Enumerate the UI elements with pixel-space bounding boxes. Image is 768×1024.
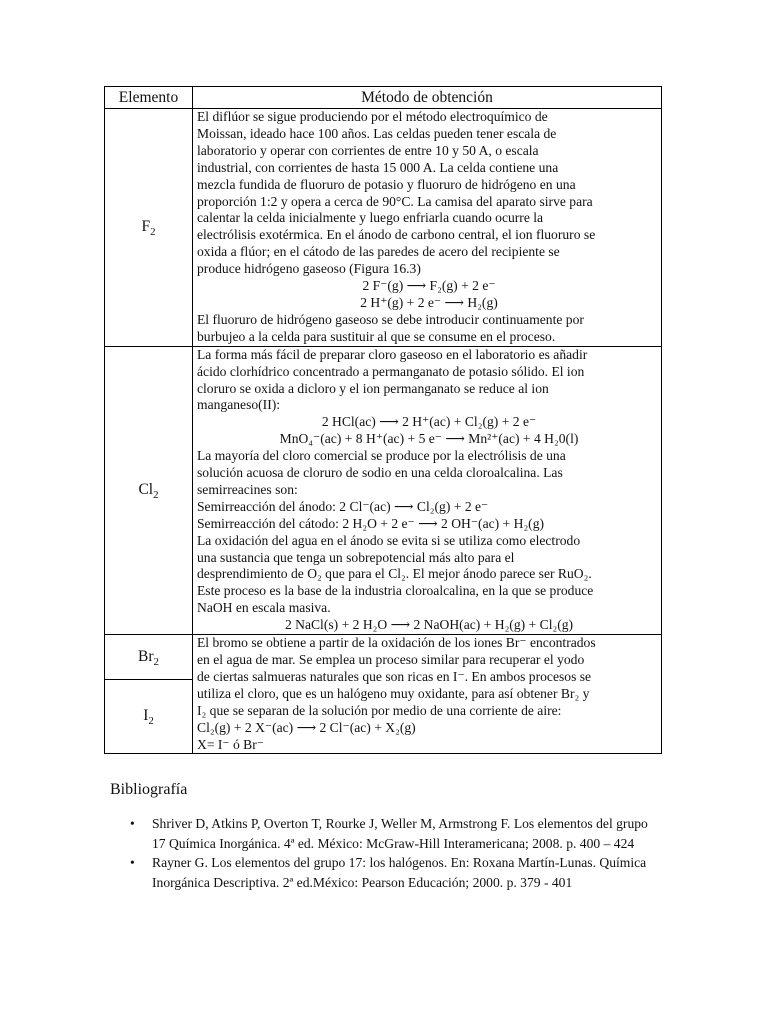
list-item: • Shriver D, Atkins P, Overton T, Rourke J, Weller M, Armstrong F. Los elementos del grupo 17 Química Inorgánica. 4ª ed. México: McGraw-Hill Interamericana; 2008. p. 400 – 424 [110, 814, 650, 853]
method-br2-i2: El bromo se obtiene a partir de la oxidación de los iones Br⁻ encontrados en el agua de mar. Se emplea un proceso similar para recuperar el yodo de ciertas salmueras naturales que son ricas en I⁻. En ambos procesos se utiliza el cloro, que es un halógeno muy oxidante, para así obtener Br₂ y I₂ que se separan de la solución por medio de una corriente de aire: Cl₂(g) + 2 X⁻(ac) ⟶ 2 Cl⁻(ac) + X₂(g) X= I⁻ ó Br⁻ [193, 635, 662, 754]
cl2-equation-3: 2 NaCl(s) + 2 H₂O ⟶ 2 NaOH(ac) + H₂(g) + Cl₂(g) [284, 617, 574, 633]
element-f2: $F_2$ [105, 109, 193, 347]
bibliography-title: Bibliografía [110, 781, 188, 798]
table-row-cl2 [105, 346, 662, 634]
table-row-f2 [105, 109, 662, 347]
f2-equation-2: 2 H⁺(g) + 2 e⁻ ⟶ H₂(g) [360, 294, 498, 310]
f2-equation-1: 2 F⁻(g) ⟶ F₂(g) + 2 e⁻ [362, 278, 496, 294]
cl2-equation-2: MnO₄⁻(ac) + 8 H⁺(ac) + 5 e⁻ ⟶ Mn²⁺(ac) + 4 H₂0(l) [279, 431, 579, 447]
halide-oxidation-equation: Cl₂(g) + 2 X⁻(ac) ⟶ 2 Cl⁻(ac) + X₂(g) [197, 719, 416, 735]
f2-text: El diflúor se sigue produciendo por el método electroquímico de Moissan, ideado hace 100 años. Las celdas pueden tener escala de laboratorio y operar con corrientes de entre 10 y 50 A, o escala industrial, con corrientes de hasta 15 000 A. La celda contiene una mezcla fundida de fluoruro de potasio y fluoruro de hidrógeno en una proporción 1:2 y opera a cerca de 90°C. La camisa del aparato sirve para calentar la celda inicialmente y luego enfriarla cuando ocurre la electrólisis exotérmica. En el ánodo de carbono central, el ion fluoruro se oxida a flúor; en el cátodo de las paredes de acero del recipiente se produce hidrógeno gaseoso (Figura 16.3) [197, 109, 596, 277]
cl2-equation-1: 2 HCl(ac) ⟶ 2 H⁺(ac) + Cl₂(g) + 2 e⁻ [321, 414, 537, 430]
bibliography-list [110, 814, 650, 892]
element-i2: $I_2$ [105, 680, 193, 754]
header-element: Elemento [105, 87, 193, 109]
method-f2: El diflúor se sigue produciendo por el método electroquímico de Moissan, ideado hace 100 años. Las celdas pueden tener escala de laboratorio y operar con corrientes de entre 10 y 50 A, o escala industrial, con corrientes de hasta 15 000 A. La celda contiene una mezcla fundida de fluoruro de potasio y fluoruro de hidrógeno en una proporción 1:2 y opera a cerca de 90°C. La camisa del aparato sirve para calentar la celda inicialmente y luego enfriarla cuando ocurre la electrólisis exotérmica. En el ánodo de carbono central, el ion fluoruro se oxida a flúor; en el cátodo de las paredes de acero del recipiente se produce hidrógeno gaseoso (Figura 16.3) 2 F⁻(g) ⟶ F₂(g) + 2 e⁻ 2 H⁺(g) + 2 e⁻ ⟶ H₂(g) El fluoruro de hidrógeno gaseoso se debe introducir continuamente por burbujeo a la celda para sustituir al que se consume en el proceso. [193, 109, 662, 347]
table-row-br2 [105, 635, 662, 680]
anode-half-reaction: Semirreacción del ánodo: 2 Cl⁻(ac) ⟶ Cl₂(g) + 2 e⁻ [197, 498, 489, 514]
element-cl2: $Cl_2$ [105, 346, 193, 634]
halogen-table [104, 86, 662, 754]
method-cl2: La forma más fácil de preparar cloro gaseoso en el laboratorio es añadir ácido clorhídrico concentrado a permanganato de potasio sólido. El ion cloruro se oxida a dicloro y el ion permanganato se reduce al ion manganeso(II): 2 HCl(ac) ⟶ 2 H⁺(ac) + Cl₂(g) + 2 e⁻ MnO₄⁻(ac) + 8 H⁺(ac) + 5 e⁻ ⟶ Mn²⁺(ac) + 4 H₂0(l) La mayoría del cloro comercial se produce por la electrólisis de una solución acuosa de cloruro de sodio en una celda cloroalcalina. Las semirreacines son: Semirreacción del ánodo: 2 Cl⁻(ac) ⟶ Cl₂(g) + 2 e⁻ Semirreacción del cátodo: 2 H₂O + 2 e⁻ ⟶ 2 OH⁻(ac) + H₂(g) La oxidación del agua en el ánodo se evita si se utiliza como electrodo una sustancia que tenga un sobrepotencial más alto para el desprendimiento de O₂ que para el Cl₂. El mejor ánodo parece ser RuO₂. Este proceso es la base de la industria cloroalcalina, en la que se produce NaOH en escala masiva. 2 NaCl(s) + 2 H₂O ⟶ 2 NaOH(ac) + H₂(g) + Cl₂(g) [193, 346, 662, 634]
list-item: • Rayner G. Los elementos del grupo 17: los halógenos. En: Roxana Martín-Lunas. Química Inorgánica Descriptiva. 2ª ed.México: Pearson Educación; 2000. p. 379 - 401 [110, 853, 650, 892]
header-method: Método de obtención [193, 87, 662, 109]
table-header-row [105, 87, 662, 109]
cathode-half-reaction: Semirreacción del cátodo: 2 H₂O + 2 e⁻ ⟶ 2 OH⁻(ac) + H₂(g) [197, 515, 545, 531]
element-br2: $Br_2$ [105, 635, 193, 680]
